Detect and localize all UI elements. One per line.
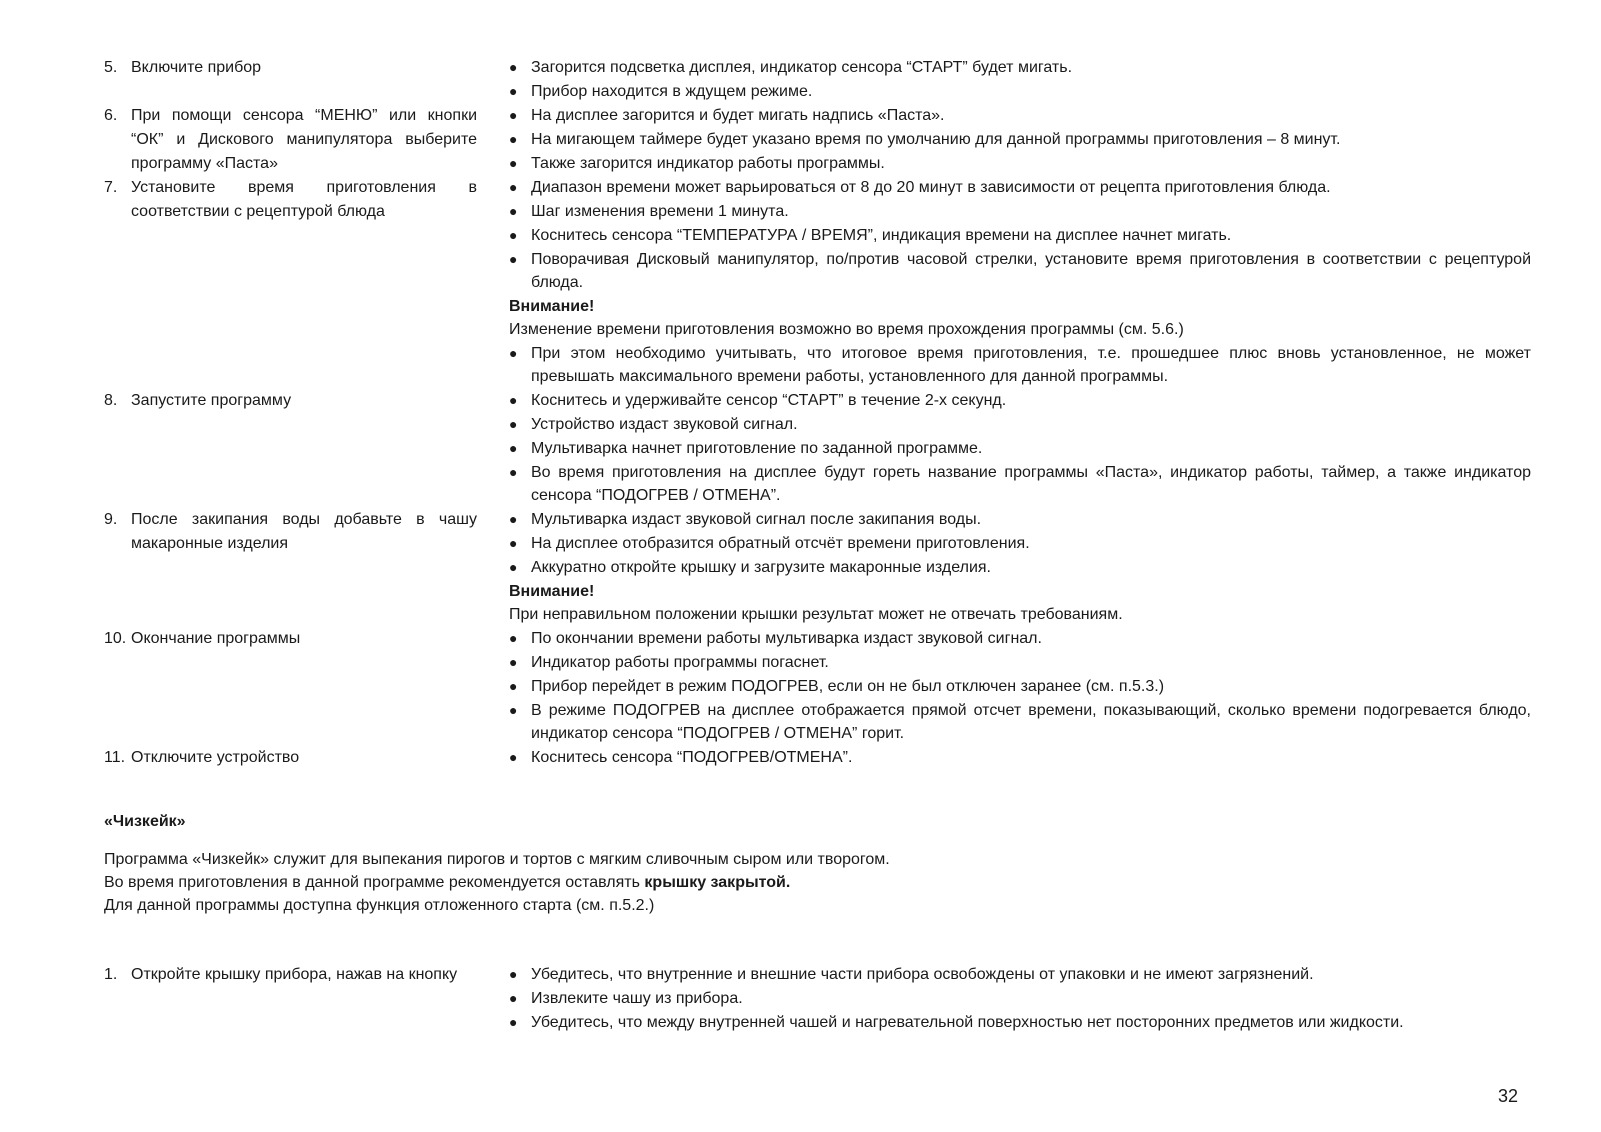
bullet-item [509, 152, 1531, 175]
step-text: Запустите программу [131, 392, 292, 409]
bullet-text: На мигающем таймере будет указано время по умолчанию для данной программы приготовления – 8 минут. [531, 131, 1341, 148]
step-text: Откройте крышку прибора, нажав на кнопку [131, 966, 458, 983]
bullet-text: Индикатор работы программы погаснет. [531, 654, 829, 671]
bullet-text: Аккуратно откройте крышку и загрузите макаронные изделия. [531, 559, 991, 576]
step-details [509, 104, 1531, 176]
paragraph: Для данной программы доступна функция отложенного старта (см. п.5.2.) [104, 897, 655, 914]
bullet-text: Убедитесь, что внутренние и внешние части прибора освобождены от упаковки и не имеют загрязнений. [531, 966, 1314, 983]
section-title: «Чизкейк» [104, 813, 186, 830]
bullet-text: Загорится подсветка дисплея, индикатор сенсора “СТАРТ” будет мигать. [531, 59, 1073, 76]
bullet-item [509, 200, 1531, 223]
step-item [104, 56, 1531, 104]
attention-text: Изменение времени приготовления возможно во время прохождения программы (см. 5.6.) [509, 321, 1184, 338]
bullet-item [509, 224, 1531, 247]
bullet-text: Также загорится индикатор работы программы. [531, 155, 885, 172]
bullet-dot-icon: ● [509, 155, 518, 171]
bullet-text: При этом необходимо учитывать, что итоговое время приготовления, т.е. прошедшее плюс вновь установленное, не может превышать максимального времени работы, установленного для данной программы. [531, 345, 1531, 385]
step-text: Окончание программы [131, 630, 301, 647]
manual-page [104, 56, 1531, 1035]
bullet-item [509, 1011, 1531, 1034]
bullet-item [509, 248, 1531, 294]
step-details [509, 627, 1531, 746]
bullet-item [509, 627, 1531, 650]
bullet-text: Устройство издаст звуковой сигнал. [531, 416, 798, 433]
bullet-text: Прибор находится в ждущем режиме. [531, 83, 813, 100]
paragraph-bold-text: крышку закрытой. [644, 874, 791, 891]
bullet-dot-icon: ● [509, 464, 518, 480]
bullet-dot-icon: ● [509, 345, 518, 361]
bullet-item [509, 532, 1531, 555]
step-details [509, 963, 1531, 1035]
bullet-item [509, 437, 1531, 460]
bullet-text: По окончании времени работы мультиварка издаст звуковой сигнал. [531, 630, 1042, 647]
bullet-item [509, 556, 1531, 579]
step-number: 5. [104, 59, 118, 76]
step-item [104, 627, 1531, 746]
bullet-dot-icon: ● [509, 749, 518, 765]
bullet-dot-icon: ● [509, 535, 518, 551]
bullet-item [509, 56, 1531, 79]
step-number: 11. [104, 749, 126, 766]
step-number: 10. [104, 630, 127, 647]
step-item [104, 104, 1531, 176]
bullet-text: Диапазон времени может варьироваться от 8 до 20 минут в зависимости от рецепта приготовления блюда. [531, 179, 1331, 196]
step-text: Отключите устройство [131, 749, 300, 766]
attention-text: При неправильном положении крышки результат может не отвечать требованиям. [509, 606, 1123, 623]
bullet-text: Коснитесь и удерживайте сенсор “СТАРТ” в течение 2-х секунд. [531, 392, 1007, 409]
attention-heading: Внимание! [509, 298, 595, 315]
step-instruction [104, 627, 477, 651]
bullet-dot-icon: ● [509, 203, 518, 219]
bullet-text: Шаг изменения времени 1 минута. [531, 203, 789, 220]
bullet-dot-icon: ● [509, 1014, 518, 1030]
step-text: После закипания воды добавьте в чашу макаронные изделия [131, 511, 477, 552]
step-instruction [104, 389, 477, 413]
bullet-dot-icon: ● [509, 678, 518, 694]
step-details [509, 389, 1531, 508]
step-details [509, 508, 1531, 627]
bullet-text: Во время приготовления на дисплее будут гореть название программы «Паста», индикатор работы, таймер, а также индикатор сенсора “ПОДОГРЕВ / ОТМЕНА”. [531, 464, 1531, 504]
bullet-item [509, 508, 1531, 531]
paragraph: Программа «Чизкейк» служит для выпекания пирогов и тортов с мягким сливочным сыром или творогом. [104, 851, 890, 868]
bullet-dot-icon: ● [509, 702, 518, 718]
attention-heading: Внимание! [509, 583, 595, 600]
cheesecake-section [104, 810, 1531, 917]
bullet-dot-icon: ● [509, 416, 518, 432]
step-item [104, 389, 1531, 508]
bullet-item [509, 746, 1531, 769]
step-instruction [104, 176, 477, 224]
bullet-item [509, 80, 1531, 103]
bullet-text: Убедитесь, что между внутренней чашей и нагревательной поверхностью нет посторонних предметов или жидкости. [531, 1014, 1404, 1031]
step-details [509, 176, 1531, 389]
bullet-item [509, 675, 1531, 698]
bullet-text: На дисплее отобразится обратный отсчёт времени приготовления. [531, 535, 1030, 552]
bullet-dot-icon: ● [509, 131, 518, 147]
bullet-item [509, 176, 1531, 199]
bullet-dot-icon: ● [509, 392, 518, 408]
bullet-item [509, 104, 1531, 127]
step-item [104, 963, 1531, 1035]
step-number: 6. [104, 107, 118, 124]
step-text: При помощи сенсора “МЕНЮ” или кнопки “ОК” и Дискового манипулятора выберите программу «Паста» [131, 107, 477, 172]
step-number: 1. [104, 966, 118, 983]
step-details [509, 56, 1531, 104]
step-text: Установите время приготовления в соответствии с рецептурой блюда [131, 179, 477, 220]
step-item [104, 746, 1531, 770]
bullet-text: Извлеките чашу из прибора. [531, 990, 743, 1007]
bullet-dot-icon: ● [509, 559, 518, 575]
bullet-text: На дисплее загорится и будет мигать надпись «Паста». [531, 107, 945, 124]
bullet-item [509, 963, 1531, 986]
bullet-dot-icon: ● [509, 440, 518, 456]
bullet-dot-icon: ● [509, 251, 518, 267]
paragraph-text: Во время приготовления в данной программе рекомендуется оставлять [104, 874, 645, 891]
bullet-text: Прибор перейдет в режим ПОДОГРЕВ, если он не был отключен заранее (см. п.5.3.) [531, 678, 1165, 695]
step-number: 9. [104, 511, 118, 528]
bullet-dot-icon: ● [509, 83, 518, 99]
step-item [104, 508, 1531, 627]
step-item [104, 176, 1531, 389]
paragraph [104, 871, 1531, 894]
bullet-dot-icon: ● [509, 630, 518, 646]
bullet-text: Коснитесь сенсора “ТЕМПЕРАТУРА / ВРЕМЯ”, индикация времени на дисплее начнет мигать. [531, 227, 1232, 244]
step-details [509, 746, 1531, 770]
bullet-item [509, 389, 1531, 412]
step-instruction [104, 104, 477, 176]
bullet-dot-icon: ● [509, 179, 518, 195]
bullet-dot-icon: ● [509, 107, 518, 123]
bullet-item [509, 651, 1531, 674]
steps-list-pasta [104, 56, 1531, 770]
step-text: Включите прибор [131, 59, 262, 76]
bullet-item [509, 413, 1531, 436]
step-number: 8. [104, 392, 118, 409]
bullet-text: Мультиварка начнет приготовление по заданной программе. [531, 440, 983, 457]
bullet-dot-icon: ● [509, 654, 518, 670]
bullet-dot-icon: ● [509, 227, 518, 243]
bullet-dot-icon: ● [509, 59, 518, 75]
bullet-item [509, 342, 1531, 388]
step-instruction [104, 746, 477, 770]
step-instruction [104, 963, 477, 987]
bullet-dot-icon: ● [509, 990, 518, 1006]
bullet-text: В режиме ПОДОГРЕВ на дисплее отображается прямой отсчет времени, показывающий, сколько времени подогревается блюдо, индикатор сенсора “ПОДОГРЕВ / ОТМЕНА” горит. [531, 702, 1531, 742]
bullet-text: Поворачивая Дисковый манипулятор, по/против часовой стрелки, установите время приготовления в соответствии с рецептурой блюда. [531, 251, 1531, 291]
bullet-dot-icon: ● [509, 511, 518, 527]
bullet-item [509, 461, 1531, 507]
bullet-text: Мультиварка издаст звуковой сигнал после закипания воды. [531, 511, 982, 528]
page-number: 32 [1497, 1086, 1518, 1106]
step-number: 7. [104, 179, 118, 196]
bullet-text: Коснитесь сенсора “ПОДОГРЕВ/ОТМЕНА”. [531, 749, 853, 766]
steps-list-cheesecake [104, 963, 1531, 1035]
bullet-item [509, 128, 1531, 151]
step-instruction [104, 56, 477, 80]
bullet-item [509, 987, 1531, 1010]
bullet-item [509, 699, 1531, 745]
bullet-dot-icon: ● [509, 966, 518, 982]
step-instruction [104, 508, 477, 556]
